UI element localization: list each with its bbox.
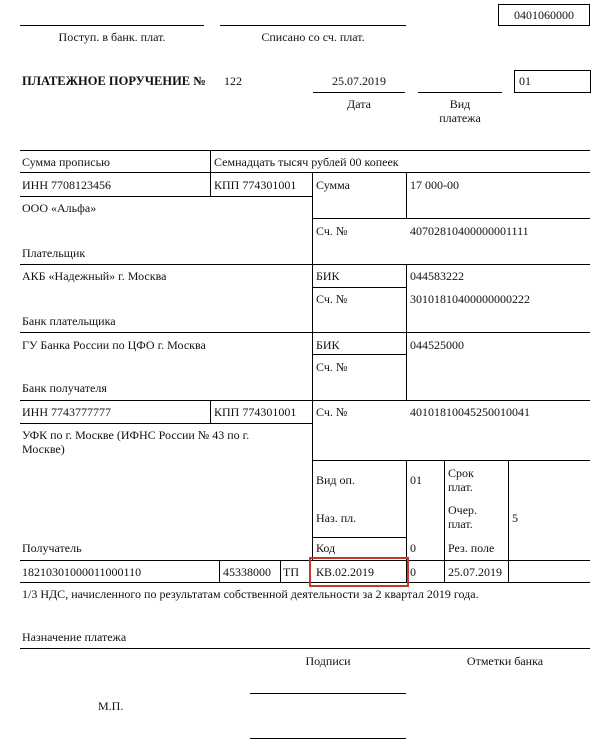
- grid-line: [20, 150, 590, 151]
- type-code: 01: [519, 74, 531, 88]
- grid-line: [508, 460, 509, 582]
- order-date: 25.07.2019: [332, 74, 386, 88]
- op-type-label: Вид оп.: [316, 473, 355, 487]
- date-label: Дата: [347, 97, 371, 111]
- payer-bank-account-label: Сч. №: [316, 292, 348, 306]
- payer-bank-name: АКБ «Надежный» г. Москва: [22, 269, 167, 283]
- amount-words-label: Сумма прописью: [22, 155, 111, 169]
- recipient-kpp: КПП 774301001: [214, 405, 297, 419]
- grid-line: [20, 582, 590, 583]
- document-title: ПЛАТЕЖНОЕ ПОРУЧЕНИЕ №: [22, 74, 206, 88]
- recipient-account-value: 40101810045250010041: [410, 405, 530, 419]
- payment-type-line: [418, 92, 502, 93]
- op-type-value: 01: [410, 473, 422, 487]
- grid-line: [444, 460, 445, 582]
- grid-line: [210, 400, 211, 423]
- recipient-name: УФК по г. Москве (ИФНС России № 43 по г. Москве): [22, 428, 250, 456]
- received-label: Поступ. в банк. плат.: [58, 30, 166, 44]
- grid-line: [312, 287, 406, 288]
- grid-line: [20, 400, 590, 401]
- stamp-label: М.П.: [98, 699, 124, 713]
- order-number: 122: [224, 74, 242, 88]
- recipient-inn: ИНН 7743777777: [22, 405, 111, 419]
- payer-bank-account-value: 30101810400000000222: [410, 292, 530, 306]
- recipient-bank-account-label: Сч. №: [316, 360, 348, 374]
- grid-line: [406, 264, 407, 400]
- grid-line: [312, 460, 590, 461]
- doc-number-value: 0: [410, 565, 416, 579]
- payer-account-label: Сч. №: [316, 224, 348, 238]
- reserve-label: Рез. поле: [448, 541, 495, 555]
- grid-line: [312, 218, 590, 219]
- debited-line: [220, 25, 406, 26]
- grid-line: [20, 172, 590, 173]
- signatures-label: Подписи: [305, 654, 351, 668]
- purpose-label: Назначение платежа: [22, 630, 127, 644]
- recipient-bank-bik-value: 044525000: [410, 338, 464, 352]
- sum-label: Сумма: [316, 178, 350, 192]
- debited-label: Списано со сч. плат.: [261, 30, 365, 44]
- basis-value: ТП: [283, 565, 299, 579]
- priority-value: 5: [512, 511, 518, 525]
- recipient-account-label: Сч. №: [316, 405, 348, 419]
- recipient-bank-bik-label: БИК: [316, 338, 340, 352]
- tax-period-highlight: [309, 557, 409, 587]
- payer-bank-bik-value: 044583222: [410, 269, 464, 283]
- sum-value: 17 000-00: [410, 178, 459, 192]
- grid-line: [406, 172, 407, 218]
- tax-period-value: КВ.02.2019: [316, 565, 375, 579]
- grid-line: [312, 172, 313, 560]
- code-value: 0: [410, 541, 416, 555]
- purpose-code-label: Наз. пл.: [316, 511, 357, 525]
- purpose-line: [20, 648, 590, 649]
- recipient-bank-name: ГУ Банка России по ЦФО г. Москва: [22, 338, 206, 352]
- date-line: [313, 92, 405, 93]
- recipient-label: Получатель: [22, 541, 82, 555]
- grid-line: [312, 354, 406, 355]
- signature-line-1: [250, 693, 406, 694]
- payer-kpp: КПП 774301001: [214, 178, 297, 192]
- recipient-bank-label: Банк получателя: [22, 381, 107, 395]
- grid-line: [20, 560, 590, 561]
- priority-label: Очер. плат.: [448, 503, 478, 531]
- grid-line: [219, 560, 220, 582]
- oktmo-value: 45338000: [223, 565, 271, 579]
- grid-line: [312, 537, 406, 538]
- signature-line-2: [250, 738, 406, 739]
- payer-label: Плательщик: [22, 246, 86, 260]
- purpose-text: 1/3 НДС, начисленного по результатам собственной деятельности за 2 квартал 2019 года.: [22, 587, 479, 601]
- grid-line: [20, 423, 312, 424]
- payer-account-value: 40702810400000001111: [410, 224, 529, 238]
- term-label: Срок плат.: [448, 466, 474, 494]
- code-label: Код: [316, 541, 336, 555]
- payer-bank-label: Банк плательщика: [22, 314, 116, 328]
- payer-name: ООО «Альфа»: [22, 201, 97, 215]
- grid-line: [280, 560, 281, 582]
- grid-line: [210, 150, 211, 172]
- payment-type-label: Вид платежа: [439, 97, 481, 125]
- grid-line: [20, 332, 590, 333]
- bank-marks-label: Отметки банка: [466, 654, 544, 668]
- form-code: 0401060000: [514, 8, 574, 22]
- grid-line: [20, 196, 312, 197]
- doc-date-value: 25.07.2019: [448, 565, 502, 579]
- kbk-value: 18210301000011000110: [22, 565, 142, 579]
- grid-line: [210, 172, 211, 196]
- amount-words-value: Семнадцать тысяч рублей 00 копеек: [214, 155, 399, 169]
- payer-inn: ИНН 7708123456: [22, 178, 111, 192]
- payer-bank-bik-label: БИК: [316, 269, 340, 283]
- grid-line: [20, 264, 590, 265]
- received-line: [20, 25, 204, 26]
